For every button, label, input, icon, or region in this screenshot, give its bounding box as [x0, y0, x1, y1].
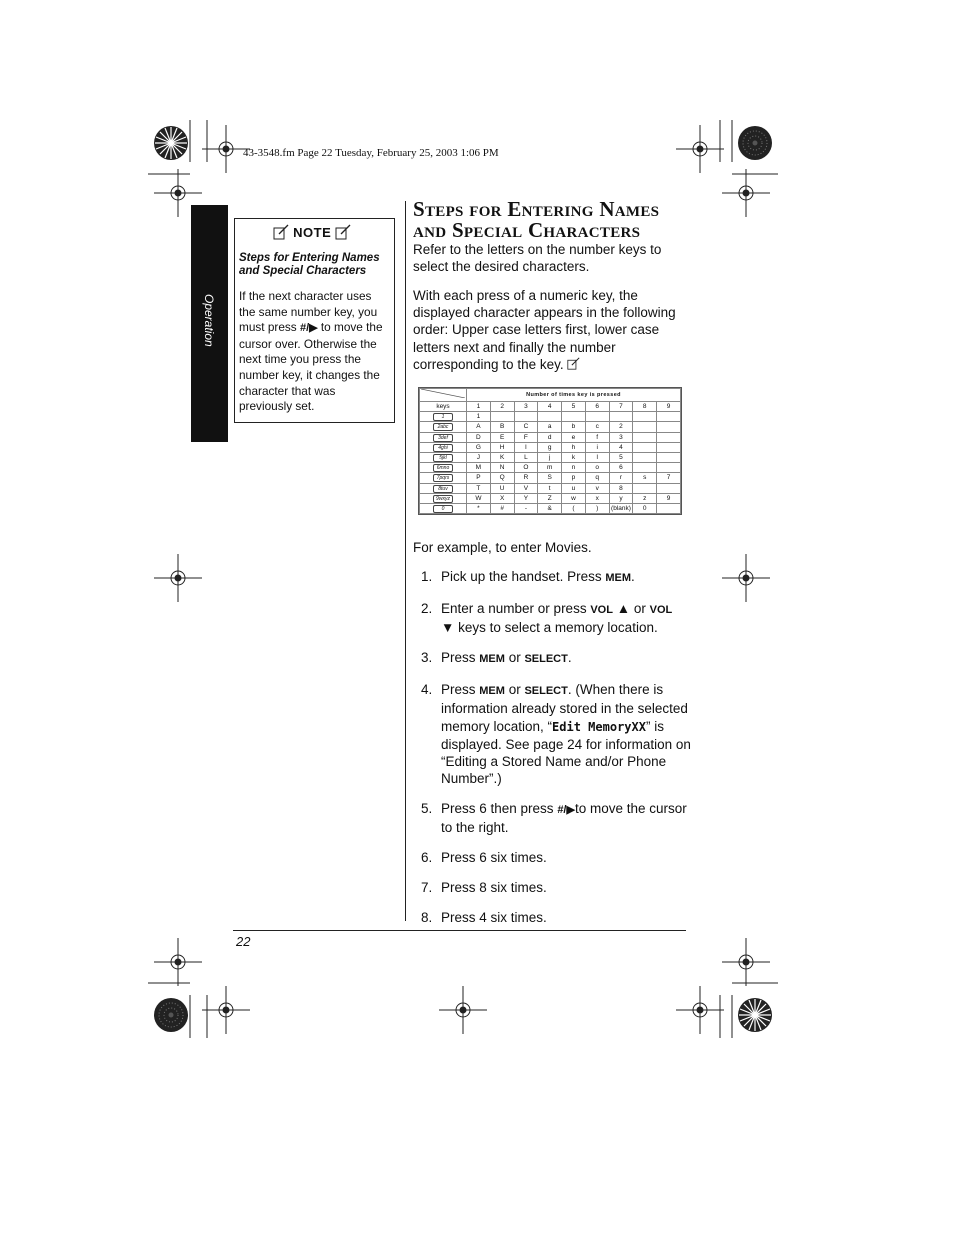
press-count-cell: 3 — [514, 402, 538, 412]
character-cell: 7 — [657, 473, 681, 483]
note-body-text: to move the cursor over. Otherwise the next time you press the number key, it changes the character that was previously set. — [239, 320, 383, 414]
character-cell: x — [585, 493, 609, 503]
step-text: Press 4 six times. — [441, 910, 547, 926]
character-cell: A — [467, 422, 491, 432]
character-cell: R — [514, 473, 538, 483]
character-cell: 5 — [609, 452, 633, 462]
character-cell: 3 — [609, 432, 633, 442]
section-title-line: and Special Characters — [413, 218, 641, 242]
character-cell: u — [562, 483, 586, 493]
step-item — [413, 568, 693, 587]
section-title — [413, 199, 713, 241]
step-text: Press 8 six times. — [441, 880, 547, 896]
vol-key: VOL — [590, 604, 613, 616]
table-row — [420, 493, 681, 503]
step-number: 5. — [421, 801, 433, 817]
character-cell: T — [467, 483, 491, 493]
character-cell: f — [585, 432, 609, 442]
table-row — [420, 503, 681, 513]
character-cell: c — [585, 422, 609, 432]
character-cell: F — [514, 432, 538, 442]
character-cell: U — [490, 483, 514, 493]
pound-right-key: #/▶ — [557, 804, 575, 817]
character-cell: O — [514, 463, 538, 473]
keys-label: keys — [420, 402, 467, 412]
character-cell: n — [562, 463, 586, 473]
character-cell: y — [609, 493, 633, 503]
character-cell: V — [514, 483, 538, 493]
character-cell: W — [467, 493, 491, 503]
step-item — [413, 649, 693, 668]
character-cell: J — [467, 452, 491, 462]
intro-paragraph: Refer to the letters on the number keys to select the desired characters. — [413, 242, 662, 275]
character-cell: 2 — [609, 422, 633, 432]
character-cell: 8 — [609, 483, 633, 493]
pound-right-key: #/▶ — [299, 322, 318, 335]
character-cell: S — [538, 473, 562, 483]
character-cell: G — [467, 442, 491, 452]
character-cell: K — [490, 452, 514, 462]
key-cell — [420, 452, 467, 462]
character-cell: I — [514, 442, 538, 452]
character-cell: 6 — [609, 463, 633, 473]
character-cell: v — [585, 483, 609, 493]
character-cell: Y — [514, 493, 538, 503]
table-row — [420, 473, 681, 483]
character-cell: 9 — [657, 493, 681, 503]
character-cell: ( — [562, 503, 586, 513]
step-item — [413, 800, 693, 836]
vol-key: VOL — [649, 604, 673, 616]
step-text: or — [504, 650, 525, 666]
step-item — [413, 849, 693, 866]
press-count-cell: 6 — [585, 402, 609, 412]
key-cell — [420, 503, 467, 513]
step-number: 2. — [421, 601, 433, 616]
table-row — [420, 412, 681, 422]
down-arrow-icon: ▼ — [441, 620, 455, 636]
character-cell: E — [490, 432, 514, 442]
key-cell — [420, 493, 467, 503]
character-cell: t — [538, 483, 562, 493]
step-text: to move the cursor to the right. — [441, 801, 687, 836]
step-number: 8. — [421, 910, 433, 926]
character-cell: M — [467, 463, 491, 473]
example-intro: For example, to enter Movies. — [413, 540, 592, 555]
character-cell — [633, 483, 657, 493]
key-cell — [420, 463, 467, 473]
step-number: 6. — [421, 850, 433, 866]
step-text: . — [567, 650, 572, 666]
character-cell: l — [585, 452, 609, 462]
step-number: 4. — [421, 682, 433, 698]
character-cell: r — [609, 473, 633, 483]
character-cell — [657, 442, 681, 452]
phone-key-label: 8tuv — [433, 485, 453, 493]
character-cell — [514, 412, 538, 422]
table-row — [420, 452, 681, 462]
step-item — [413, 600, 693, 636]
character-cell — [562, 412, 586, 422]
character-cell: e — [562, 432, 586, 442]
lcd-display-text: Edit MemoryXX — [552, 719, 646, 734]
character-cell: b — [562, 422, 586, 432]
phone-key-label: 7pqrs — [433, 474, 453, 482]
step-item — [413, 681, 693, 787]
press-count-cell: 7 — [609, 402, 633, 412]
character-cell — [657, 483, 681, 493]
character-cell: o — [585, 463, 609, 473]
character-cell: * — [467, 503, 491, 513]
mem-key: MEM — [479, 653, 505, 666]
press-count-cell: 4 — [538, 402, 562, 412]
character-cell: ) — [585, 503, 609, 513]
character-cell — [657, 412, 681, 422]
order-paragraph-text: With each press of a numeric key, the displayed character appears in the following order: Upper case letters first, lower case letters next and finally the number corresponding to the key. — [413, 288, 676, 372]
character-cell: H — [490, 442, 514, 452]
phone-key-label: 1 — [433, 413, 453, 421]
step-text: or — [630, 601, 650, 616]
step-item — [413, 909, 693, 926]
note-heading-label: NOTE — [293, 225, 332, 240]
note-body — [239, 289, 391, 415]
page-number: 22 — [236, 934, 251, 949]
character-cell: Z — [538, 493, 562, 503]
key-cell — [420, 483, 467, 493]
character-cell: # — [490, 503, 514, 513]
step-text: Press 6 then press — [441, 801, 558, 817]
character-cell: m — [538, 463, 562, 473]
footer-rule — [233, 930, 686, 931]
character-cell: h — [562, 442, 586, 452]
steps-list — [413, 568, 693, 939]
character-cell: D — [467, 432, 491, 442]
character-cell — [657, 422, 681, 432]
step-text: . — [631, 569, 635, 584]
character-cell: k — [562, 452, 586, 462]
step-text: Pick up the handset. Press — [441, 569, 606, 584]
character-cell: - — [514, 503, 538, 513]
press-count-cell: 5 — [562, 402, 586, 412]
key-cell — [420, 412, 467, 422]
press-count-cell: 1 — [467, 402, 491, 412]
character-cell — [633, 452, 657, 462]
section-side-tab — [191, 205, 228, 442]
press-count-cell: 8 — [633, 402, 657, 412]
step-number: 1. — [421, 569, 433, 584]
character-cell — [633, 422, 657, 432]
phone-key-label: 4ghi — [433, 444, 453, 452]
note-title: Steps for Entering Names and Special Characters — [239, 252, 380, 277]
table-row — [420, 442, 681, 452]
press-count-cell: 2 — [490, 402, 514, 412]
character-cell: N — [490, 463, 514, 473]
character-cell — [490, 412, 514, 422]
character-cell: w — [562, 493, 586, 503]
step-text: Enter a number or press — [441, 601, 591, 616]
note-body-text: If the next character uses the same number key, you must press — [239, 289, 378, 335]
table-header-row — [420, 389, 681, 402]
presses-header: Number of times key is pressed — [467, 389, 681, 402]
note-box — [234, 218, 395, 423]
mem-key: MEM — [479, 685, 505, 698]
table-row — [420, 463, 681, 473]
character-cell: d — [538, 432, 562, 442]
step-number: 7. — [421, 880, 433, 896]
step-number: 3. — [421, 650, 433, 666]
step-text: keys to select a memory location. — [454, 620, 658, 636]
character-cell — [538, 412, 562, 422]
pencil-note-icon — [567, 357, 580, 370]
character-cell — [657, 463, 681, 473]
select-key: SELECT — [524, 685, 568, 698]
character-cell: a — [538, 422, 562, 432]
table-corner-cell — [420, 389, 467, 402]
character-cell: 4 — [609, 442, 633, 452]
key-cell — [420, 442, 467, 452]
table-row — [420, 483, 681, 493]
table-press-number-row — [420, 402, 681, 412]
character-cell — [633, 432, 657, 442]
pencil-note-icon — [335, 224, 351, 240]
step-text: Press — [441, 650, 480, 666]
character-cell: q — [585, 473, 609, 483]
step-text: . (When there is information already stored in the selected memory location, “ — [441, 682, 688, 734]
pencil-note-icon — [273, 224, 289, 240]
character-cell: (blank) — [611, 504, 631, 512]
side-tab-label: Operation — [202, 293, 216, 347]
character-cell: C — [514, 422, 538, 432]
character-cell: L — [514, 452, 538, 462]
step-text: Press 6 six times. — [441, 850, 547, 866]
key-cell — [420, 473, 467, 483]
step-text: or — [504, 682, 525, 698]
phone-key-label: 5jkl — [433, 454, 453, 462]
character-cell: 1 — [467, 412, 491, 422]
key-cell — [420, 432, 467, 442]
step-text: ” is displayed. See page 24 for information on “Editing a Stored Name and/or Phone Number”.) — [441, 718, 691, 787]
character-cell — [657, 452, 681, 462]
phone-key-label: 6mno — [433, 464, 453, 472]
character-cell: X — [490, 493, 514, 503]
character-cell: p — [562, 473, 586, 483]
order-paragraph — [413, 287, 688, 373]
step-item — [413, 879, 693, 896]
character-cell: j — [538, 452, 562, 462]
phone-key-label: 0 — [433, 505, 453, 513]
key-cell — [420, 422, 467, 432]
table-row — [420, 422, 681, 432]
section-title-line: Steps for Entering Names — [413, 197, 660, 221]
press-count-cell: 9 — [657, 402, 681, 412]
file-header-line: 43-3548.fm Page 22 Tuesday, February 25, 2003 1:06 PM — [243, 147, 499, 159]
character-cell: Q — [490, 473, 514, 483]
character-cell — [585, 412, 609, 422]
character-cell: s — [633, 473, 657, 483]
character-cell: g — [538, 442, 562, 452]
character-cell — [657, 432, 681, 442]
character-cell: B — [490, 422, 514, 432]
table-row — [420, 432, 681, 442]
character-cell — [633, 442, 657, 452]
character-cell: z — [633, 493, 657, 503]
diagonal-line — [421, 389, 465, 398]
phone-key-label: 9wxyz — [433, 495, 453, 503]
mem-key: MEM — [605, 572, 632, 584]
character-cell — [609, 412, 633, 422]
character-cell: P — [467, 473, 491, 483]
up-arrow-icon: ▲ — [616, 601, 631, 616]
column-divider — [405, 201, 406, 921]
note-heading — [273, 224, 351, 240]
select-key: SELECT — [524, 653, 568, 666]
step-text: Press — [441, 682, 480, 698]
character-cell: 0 — [633, 503, 657, 513]
character-cell: i — [585, 442, 609, 452]
phone-key-label: 2abc — [433, 423, 453, 431]
character-cell — [633, 412, 657, 422]
character-cell: & — [538, 503, 562, 513]
phone-key-label: 3def — [433, 434, 453, 442]
character-cell — [633, 463, 657, 473]
character-table — [418, 387, 682, 515]
character-cell — [657, 503, 681, 513]
